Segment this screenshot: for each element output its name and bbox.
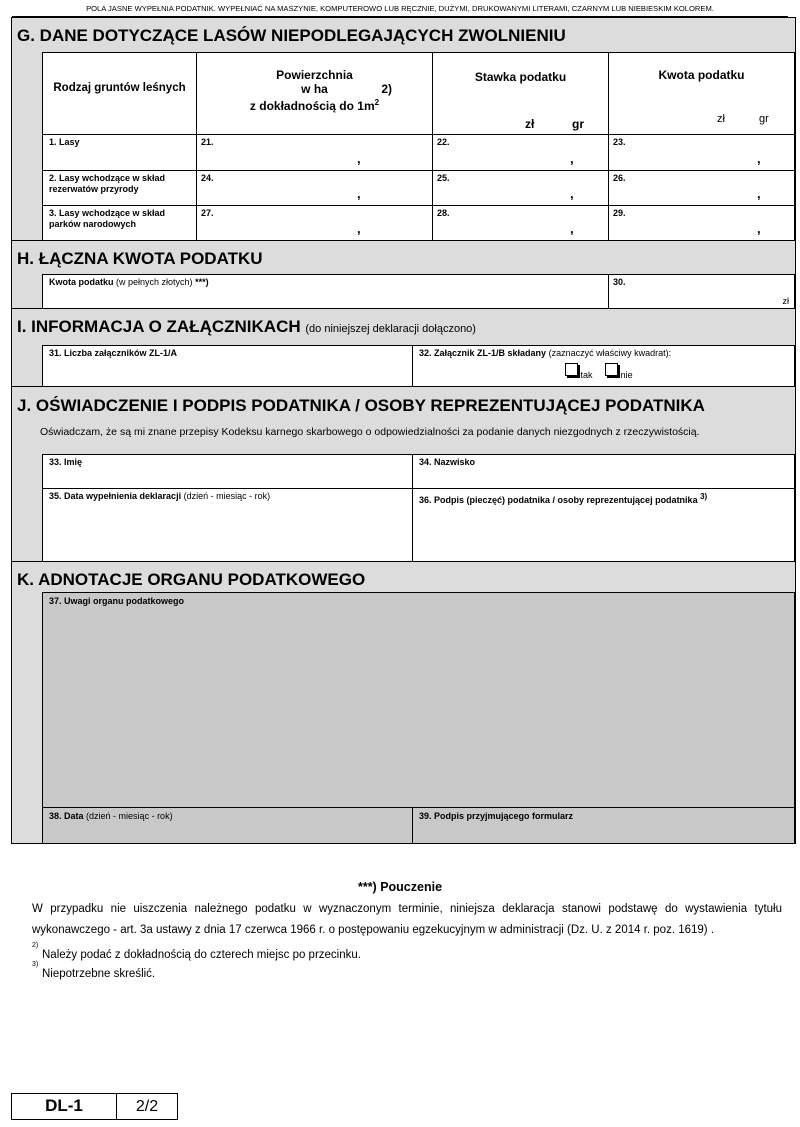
field-32-label: 32. Załącznik ZL-1/B składany xyxy=(419,348,547,358)
field-26-comma: , xyxy=(757,186,761,201)
field-23-label: 23. xyxy=(613,137,626,147)
page-number: 2/2 xyxy=(135,1098,159,1115)
section-h-title: H. ŁĄCZNA KWOTA PODATKU xyxy=(17,249,263,268)
field-35-note: (dzień - miesiąc - rok) xyxy=(183,491,271,501)
section-g-title: G. DANE DOTYCZĄCE LASÓW NIEPODLEGAJĄCYCH ZWOLNIENIU xyxy=(17,26,566,45)
g-amount-zl: zł xyxy=(717,113,725,125)
section-j-statement: Oświadczam, że są mi znane przepisy Kodeksu karnego skarbowego o odpowiedzialności za podanie danych niezgodnych z rzeczywistością. xyxy=(40,426,700,438)
g-row2-label xyxy=(42,170,197,206)
field-30-label: 30. xyxy=(613,277,626,287)
field-24[interactable] xyxy=(196,170,433,206)
field-22-label: 22. xyxy=(437,137,450,147)
field-36-label: 36. Podpis (pieczęć) podatnika / osoby reprezentującej podatnika xyxy=(419,495,698,505)
footnote-3: Niepotrzebne skreślić. xyxy=(42,968,156,980)
g-rate-zl: zł xyxy=(525,117,535,131)
g-col-header-area xyxy=(196,52,433,135)
field-39 xyxy=(412,807,795,844)
g-amount-title: Kwota podatku xyxy=(658,68,745,82)
field-35[interactable] xyxy=(42,488,413,562)
field-28-label: 28. xyxy=(437,208,450,218)
option-tak-label: tak xyxy=(580,369,593,380)
g-rate-title: Stawka podatku xyxy=(474,70,567,84)
section-j-title: J. OŚWIADCZENIE I PODPIS PODATNIKA / OSOBY REPREZENTUJĄCEJ PODATNIKA xyxy=(17,396,705,415)
field-38-label: 38. Data xyxy=(49,811,84,821)
section-i-title: I. INFORMACJA O ZAŁĄCZNIKACH xyxy=(17,317,301,336)
g-col-header-amount xyxy=(608,52,795,135)
g-rate-gr: gr xyxy=(572,117,584,131)
section-k-title: K. ADNOTACJE ORGANU PODATKOWEGO xyxy=(17,570,366,589)
field-21-comma: , xyxy=(357,151,361,166)
field-33-label: 33. Imię xyxy=(49,457,83,467)
field-29-label: 29. xyxy=(613,208,626,218)
page-number-box xyxy=(116,1093,178,1120)
top-note xyxy=(12,1,788,17)
field-23[interactable] xyxy=(608,134,795,171)
field-25-comma: , xyxy=(570,186,574,201)
g-area-line3: z dokładnością do 1m xyxy=(249,99,375,113)
field-33[interactable] xyxy=(42,454,413,489)
checkbox-tak[interactable] xyxy=(565,363,578,376)
h-label-cell xyxy=(42,274,609,309)
h-label-note: (w pełnych złotych) xyxy=(116,277,193,287)
field-27-label: 27. xyxy=(201,208,214,218)
g-col-header-type-text: Rodzaj gruntów leśnych xyxy=(53,82,186,94)
footnote-3-mark: 3) xyxy=(32,961,39,968)
field-24-label: 24. xyxy=(201,173,214,183)
field-31-label: 31. Liczba załączników ZL-1/A xyxy=(49,348,178,358)
option-nie-label: nie xyxy=(620,369,633,380)
g-area-ref: 2) xyxy=(381,82,392,96)
field-29-comma: , xyxy=(757,221,761,236)
field-32-note: (zaznaczyć właściwy kwadrat): xyxy=(548,348,672,358)
field-36[interactable] xyxy=(412,488,795,562)
field-26-label: 26. xyxy=(613,173,626,183)
notes-title: ***) Pouczenie xyxy=(357,880,443,894)
field-25-label: 25. xyxy=(437,173,450,183)
g-col-header-type xyxy=(42,52,197,135)
field-37 xyxy=(42,592,795,808)
h-label-ref: ***) xyxy=(195,277,209,287)
g-row2-label-text: 2. Lasy wchodzące w skład rezerwatów przyrody xyxy=(49,173,166,194)
field-23-comma: , xyxy=(757,151,761,166)
field-24-comma: , xyxy=(357,186,361,201)
field-27-comma: , xyxy=(357,221,361,236)
field-34[interactable] xyxy=(412,454,795,489)
field-32 xyxy=(412,345,795,387)
field-30[interactable] xyxy=(608,274,795,309)
g-area-line1: Powierzchnia xyxy=(276,68,353,82)
footnote-2-mark: 2) xyxy=(32,942,39,949)
g-col-header-rate xyxy=(432,52,609,135)
field-29[interactable] xyxy=(608,205,795,241)
g-row1-label-text: 1. Lasy xyxy=(49,137,80,147)
field-21[interactable] xyxy=(196,134,433,171)
top-note-text: POLA JASNE WYPEŁNIA PODATNIK. WYPEŁNIAĆ NA MASZYNIE, KOMPUTEROWO LUB RĘCZNIE, DUŻYMI, DRUKOWANYMI LITERAMI, CZARNYM LUB NIEBIESKIM KOLOREM. xyxy=(86,4,714,13)
form-code-box xyxy=(11,1093,117,1120)
footnote-2: Należy podać z dokładnością do czterech miejsc po przecinku. xyxy=(42,949,361,961)
field-30-unit: zł xyxy=(782,296,789,306)
field-37-label: 37. Uwagi organu podatkowego xyxy=(49,596,185,606)
field-27[interactable] xyxy=(196,205,433,241)
notes-body: W przypadku nie uiszczenia należnego podatku w wyznaczonym terminie, niniejsza deklaracja stanowi podstawę do wystawienia tytułu wykonawczego - art. 3a ustawy z dnia 17 czerwca 1966 r. o postępowaniu egzekucyjnym w administracji (Dz. U. z 2014 r. poz. 1619) . xyxy=(32,903,782,936)
section-i-note: (do niniejszej deklaracji dołączono) xyxy=(305,323,476,335)
section-i-title-wrap xyxy=(17,317,476,337)
field-38-note: (dzień - miesiąc - rok) xyxy=(86,811,173,821)
g-row1-label xyxy=(42,134,197,171)
field-39-label: 39. Podpis przyjmującego formularz xyxy=(419,811,574,821)
g-row3-label-text: 3. Lasy wchodzące w skład parków narodowych xyxy=(49,208,166,229)
field-22-comma: , xyxy=(570,151,574,166)
form-code: DL-1 xyxy=(45,1096,83,1115)
field-31[interactable] xyxy=(42,345,413,387)
field-35-label: 35. Data wypełnienia deklaracji xyxy=(49,491,182,501)
g-area-line2: w ha xyxy=(301,82,328,96)
field-21-label: 21. xyxy=(201,137,214,147)
field-28[interactable] xyxy=(432,205,609,241)
field-22[interactable] xyxy=(432,134,609,171)
field-36-ref: 3) xyxy=(700,492,708,501)
field-25[interactable] xyxy=(432,170,609,206)
field-34-label: 34. Nazwisko xyxy=(419,457,476,467)
h-label: Kwota podatku xyxy=(49,277,114,287)
checkbox-nie[interactable] xyxy=(605,363,618,376)
field-28-comma: , xyxy=(570,221,574,236)
g-area-sup: 2 xyxy=(374,98,380,107)
g-amount-gr: gr xyxy=(759,113,769,125)
field-38 xyxy=(42,807,413,844)
field-26[interactable] xyxy=(608,170,795,206)
g-row3-label xyxy=(42,205,197,241)
